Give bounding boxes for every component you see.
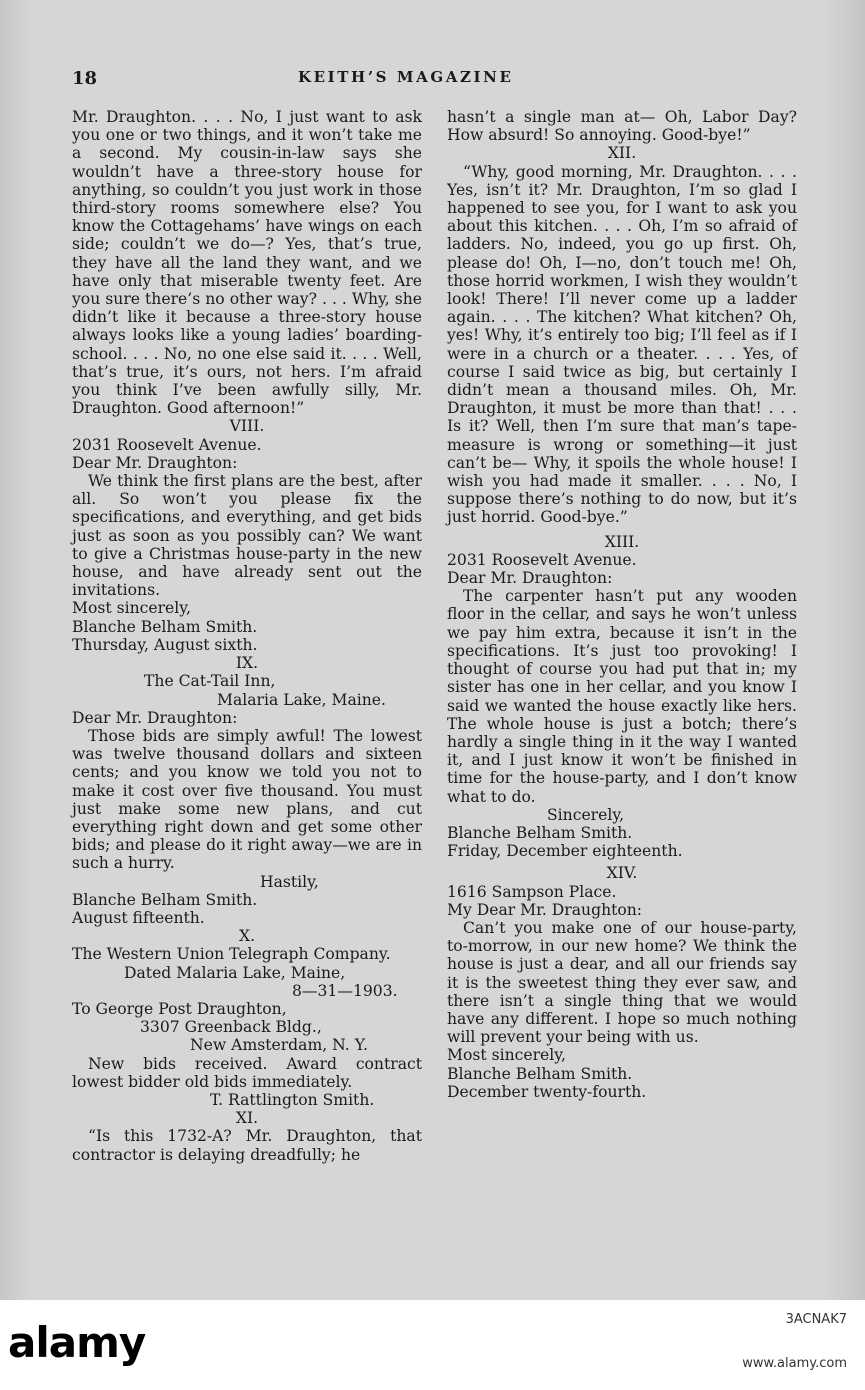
right-column — [447, 108, 797, 1101]
section-number-ix: IX. — [235, 654, 259, 673]
letter-signature: Blanche Belham Smith. — [447, 1064, 633, 1083]
dialogue-xi-start: “Is this 1732-A? Mr. Draughton, that contractor is delaying dreadfully; he — [72, 1127, 422, 1164]
watermark-url: www.alamy.com — [742, 1356, 847, 1371]
letter-salutation: My Dear Mr. Draughton: — [447, 900, 643, 919]
telegram-body: New bids received. Award contract lowest bidder old bids immediately. — [72, 1054, 422, 1091]
letter-date: December twenty-fourth. — [447, 1082, 647, 1101]
running-title: KEITH’S MAGAZINE — [298, 68, 514, 86]
left-column — [72, 108, 422, 1164]
letter-signature: Blanche Belham Smith. — [447, 823, 633, 842]
letter-closing: Hastily, — [260, 872, 319, 891]
letter-salutation: Dear Mr. Draughton: — [72, 708, 238, 727]
letter-salutation: Dear Mr. Draughton: — [72, 453, 238, 472]
section-number-viii: VIII. — [229, 417, 265, 436]
telegram-line: New Amsterdam, N. Y. — [190, 1036, 368, 1055]
letter-date: August fifteenth. — [72, 908, 205, 927]
letter-address: Malaria Lake, Maine. — [217, 690, 386, 709]
dialogue-xi-end: hasn’t a single man at— Oh, Labor Day? How absurd! So annoying. Good-bye!” — [447, 108, 797, 145]
telegram-line: The Western Union Telegraph Company. — [72, 945, 391, 964]
page-number: 18 — [72, 68, 98, 89]
letter-salutation: Dear Mr. Draughton: — [447, 569, 613, 588]
letter-address: 2031 Roosevelt Avenue. — [447, 550, 637, 569]
dialogue-xii: “Why, good morning, Mr. Draughton. . . . Yes, isn’t it? Mr. Draughton, I’m so glad I happened to see you, for I want to ask you about this kitchen. . . . Oh, I’m so afraid of ladders. No, indeed, you go up first. Oh, please do! Oh, I—no, don’t touch me! Oh, those horrid workmen, I wish they wouldn’t look! There! I’ll never come up a ladder again. . . . The kitchen? What kitchen? Oh, yes! Why, it’s entirely too big; I’ll feel as if I were in a church or a theater. . . . Yes, of course I said twice as big, but certainly I didn’t mean a thousand miles. Oh, Mr. Draughton, it must be more than that! . . . Is it? Well, then I’m sure that man’s tape-measure is wrong or something—it just can’t be— Why, it spoils the whole house! I wish you had made it smaller. . . . No, I suppose there’s nothing to do now, but it’s just horrid. Good-bye.” — [447, 162, 797, 527]
letter-signature: Blanche Belham Smith. — [72, 890, 258, 909]
telegram-line: 8—31—1903. — [292, 981, 398, 1000]
telegram-signature: T. Rattlington Smith. — [210, 1090, 375, 1109]
image-id: 3ACNAK7 — [785, 1312, 847, 1327]
letter-address: The Cat-Tail Inn, — [144, 672, 276, 691]
stock-watermark-bar — [0, 1300, 865, 1390]
letter-address: 2031 Roosevelt Avenue. — [72, 435, 262, 454]
section-number-x: X. — [238, 927, 256, 946]
letter-signature: Blanche Belham Smith. — [72, 617, 258, 636]
telegram-line: 3307 Greenback Bldg., — [140, 1018, 322, 1037]
section-number-xiv: XIV. — [606, 864, 638, 883]
letter-date: Friday, December eighteenth. — [447, 842, 683, 861]
letter-body: We think the first plans are the best, after all. So won’t you please fix the specifications, and everything, and get bids just as soon as you possibly can? We want to give a Christmas house-party in the new house, and have already sent out the invitations. — [72, 472, 422, 600]
letter-body: Those bids are simply awful! The lowest was twelve thousand dollars and sixteen cents; and you know we told you not to make it cost over five thousand. You must just make some new plans, and cut everything right down and get some other bids; and please do it right away—we are in such a hurry. — [72, 726, 422, 873]
letter-body: The carpenter hasn’t put any wooden floor in the cellar, and says he won’t unless we pay him extra, because it isn’t in the specifications. It’s just too provoking! I thought of course you had put that in; my sister has one in her cellar, and you know I said we wanted the house exactly like hers. The whole house is just a botch; there’s hardly a single thing in it the way I wanted it, and I just know it won’t be finished in time for the house-party, and I don’t know what to do. — [447, 587, 797, 806]
section-number-xi: XI. — [235, 1109, 259, 1128]
dialogue-vii-end: Mr. Draughton. . . . No, I just want to ask you one or two things, and it won’t take me a second. My cousin-in-law says she wouldn’t have a three-story house for anything, so couldn’t you just work in those third-story rooms somewhere else? You know the Cottagehams’ have wings on each side; couldn’t we do—? Yes, that’s true, they have all the land they want, and we have only that miserable twenty feet. Are you sure there’s no other way? . . . Why, she didn’t like it because a three-story house always looks like a young ladies’ boarding-school. . . . No, no one else said it. . . . Well, that’s true, it’s ours, not hers. I’m afraid you think I’ve been awfully silly, Mr. Draughton. Good afternoon!” — [72, 108, 422, 418]
letter-date: Thursday, August sixth. — [72, 635, 258, 654]
letter-closing: Most sincerely, — [72, 599, 191, 618]
telegram-line: To George Post Draughton, — [72, 999, 287, 1018]
letter-address: 1616 Sampson Place. — [447, 882, 617, 901]
section-number-xii: XII. — [607, 144, 637, 163]
section-number-xiii: XIII. — [604, 532, 640, 551]
telegram-line: Dated Malaria Lake, Maine, — [124, 963, 346, 982]
letter-body: Can’t you make one of our house-party, to-morrow, in our new home? We think the house is just a dear, and all our friends say it is the sweetest thing they ever saw, and there isn’t a single thing that we would have any different. I hope so much nothing will prevent your being with us. — [447, 918, 797, 1047]
alamy-logo: alamy — [8, 1318, 146, 1367]
letter-closing: Sincerely, — [547, 805, 625, 824]
letter-closing: Most sincerely, — [447, 1046, 566, 1065]
